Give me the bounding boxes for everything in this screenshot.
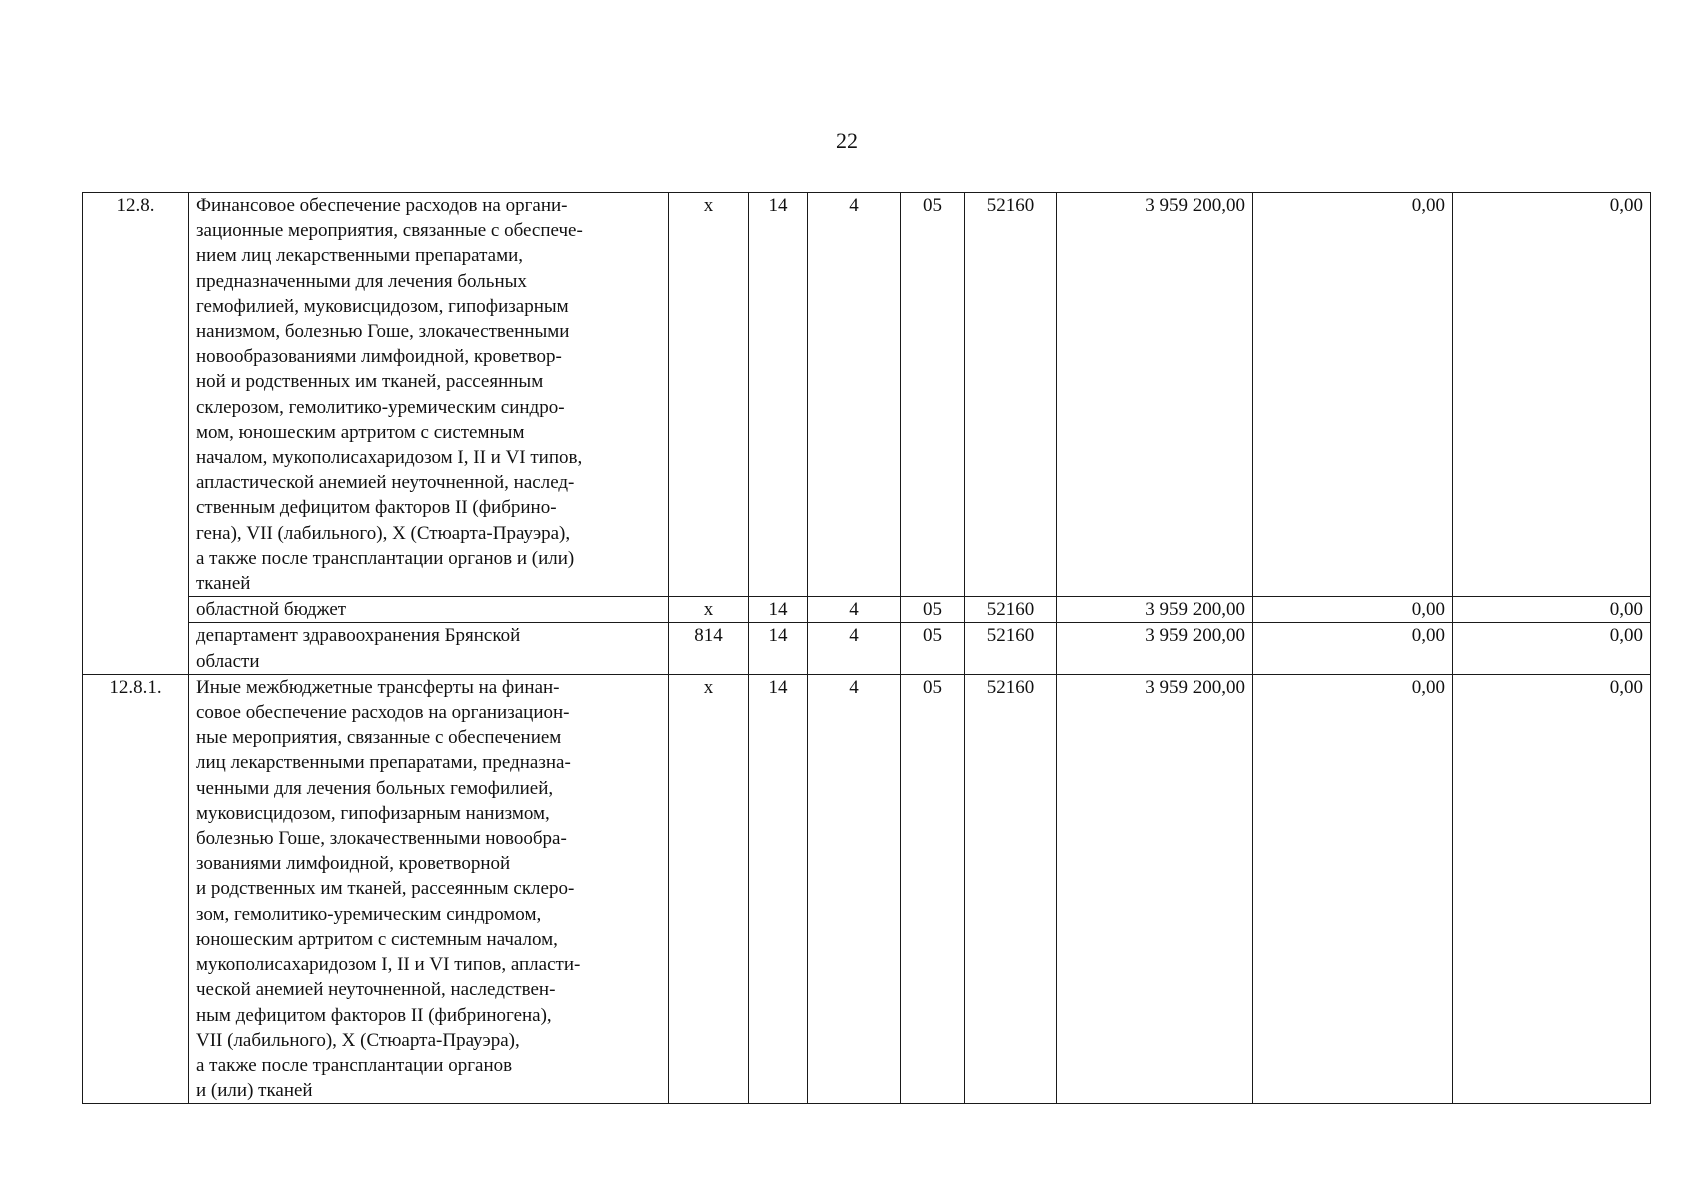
name-line: нанизмом, болезнью Гоше, злокачественными bbox=[196, 321, 570, 343]
name-line: началом, мукополисахаридозом I, II и VI типов, bbox=[196, 447, 583, 469]
name-line: юношеским артритом с системным началом, bbox=[196, 928, 558, 950]
name-line: нием лиц лекарственными препаратами, bbox=[196, 245, 524, 267]
name-line: лиц лекарственными препаратами, предназна- bbox=[196, 752, 571, 774]
cell-section: 14 bbox=[749, 597, 808, 623]
name-line: и родственных им тканей, рассеянным склеро- bbox=[196, 878, 575, 900]
cell-item-name bbox=[189, 623, 669, 674]
cell-amount-year1: 3 959 200,00 bbox=[1057, 623, 1253, 674]
cell-amount-year2: 0,00 bbox=[1253, 623, 1453, 674]
name-line: муковисцидозом, гипофизарным нанизмом, bbox=[196, 802, 550, 824]
name-line: зованиями лимфоидной, кроветворной bbox=[196, 853, 511, 875]
table-row bbox=[83, 674, 1651, 1103]
cell-section: 14 bbox=[749, 623, 808, 674]
cell-amount-year2: 0,00 bbox=[1253, 674, 1453, 1103]
name-line: и (или) тканей bbox=[196, 1080, 313, 1102]
name-line: болезнью Гоше, злокачественными новообра- bbox=[196, 828, 567, 850]
name-line: ным дефицитом факторов II (фибриногена), bbox=[196, 1004, 552, 1026]
cell-grbs: 814 bbox=[669, 623, 749, 674]
name-line: мом, юношеским артритом с системным bbox=[196, 421, 525, 443]
name-line: а также после трансплантации органов и (или) bbox=[196, 547, 575, 569]
name-line: областной бюджет bbox=[196, 599, 347, 621]
name-line: Финансовое обеспечение расходов на органи- bbox=[196, 195, 568, 216]
name-line: области bbox=[196, 650, 260, 672]
cell-item-name bbox=[189, 193, 669, 597]
name-line: ные мероприятия, связанные с обеспечением bbox=[196, 727, 562, 749]
cell-grbs: х bbox=[669, 597, 749, 623]
cell-code-a: 4 bbox=[808, 193, 901, 597]
table-row bbox=[83, 597, 1651, 623]
cell-item-name bbox=[189, 674, 669, 1103]
cell-code-b: 05 bbox=[901, 597, 965, 623]
name-line: VII (лабильного), X (Стюарта-Прауэра), bbox=[196, 1029, 520, 1051]
cell-code-a: 4 bbox=[808, 674, 901, 1103]
page-number: 22 bbox=[836, 128, 858, 153]
cell-item-number bbox=[83, 597, 189, 623]
name-line: ческой анемией неуточненной, наследствен- bbox=[196, 979, 556, 1001]
name-line: зом, гемолитико-уремическим синдромом, bbox=[196, 903, 542, 925]
name-line: Иные межбюджетные трансферты на финан- bbox=[196, 676, 560, 698]
name-line: тканей bbox=[196, 573, 251, 595]
name-line: гемофилией, муковисцидозом, гипофизарным bbox=[196, 295, 569, 317]
name-line: ченными для лечения больных гемофилией, bbox=[196, 777, 554, 799]
name-line: гена), VII (лабильного), X (Стюарта-Прауэра), bbox=[196, 522, 571, 544]
cell-amount-year3: 0,00 bbox=[1453, 193, 1651, 597]
cell-code-b: 05 bbox=[901, 623, 965, 674]
name-line: зационные мероприятия, связанные с обеспече- bbox=[196, 220, 583, 242]
cell-amount-year2: 0,00 bbox=[1253, 597, 1453, 623]
name-line: мукополисахаридозом I, II и VI типов, апласти- bbox=[196, 954, 581, 976]
name-line: ственным дефицитом факторов II (фибрино- bbox=[196, 497, 557, 519]
cell-grbs: х bbox=[669, 674, 749, 1103]
cell-target-code: 52160 bbox=[965, 193, 1057, 597]
name-line: апластической анемией неуточненной, наслед- bbox=[196, 472, 575, 494]
cell-grbs: х bbox=[669, 193, 749, 597]
cell-amount-year1: 3 959 200,00 bbox=[1057, 597, 1253, 623]
cell-item-name bbox=[189, 597, 669, 623]
name-line: совое обеспечение расходов на организацион- bbox=[196, 702, 570, 724]
table-row bbox=[83, 193, 1651, 597]
cell-amount-year3: 0,00 bbox=[1453, 674, 1651, 1103]
cell-section: 14 bbox=[749, 674, 808, 1103]
name-line: департамент здравоохранения Брянской bbox=[196, 625, 521, 647]
table-row bbox=[83, 623, 1651, 674]
name-line: ной и родственных им тканей, рассеянным bbox=[196, 371, 544, 393]
cell-target-code: 52160 bbox=[965, 623, 1057, 674]
cell-item-number: 12.8.1. bbox=[83, 674, 189, 1103]
cell-amount-year1: 3 959 200,00 bbox=[1057, 193, 1253, 597]
name-line: склерозом, гемолитико-уремическим синдро- bbox=[196, 396, 565, 418]
name-line: предназначенными для лечения больных bbox=[196, 270, 527, 292]
cell-code-a: 4 bbox=[808, 597, 901, 623]
cell-target-code: 52160 bbox=[965, 597, 1057, 623]
cell-amount-year2: 0,00 bbox=[1253, 193, 1453, 597]
name-line: а также после трансплантации органов bbox=[196, 1054, 513, 1076]
name-line: новообразованиями лимфоидной, кроветвор- bbox=[196, 346, 562, 368]
cell-item-number: 12.8. bbox=[83, 193, 189, 597]
cell-code-b: 05 bbox=[901, 674, 965, 1103]
cell-item-number bbox=[83, 623, 189, 674]
cell-amount-year3: 0,00 bbox=[1453, 623, 1651, 674]
cell-section: 14 bbox=[749, 193, 808, 597]
cell-amount-year3: 0,00 bbox=[1453, 597, 1651, 623]
cell-amount-year1: 3 959 200,00 bbox=[1057, 674, 1253, 1103]
cell-code-a: 4 bbox=[808, 623, 901, 674]
cell-target-code: 52160 bbox=[965, 674, 1057, 1103]
budget-table bbox=[82, 192, 1651, 1104]
cell-code-b: 05 bbox=[901, 193, 965, 597]
